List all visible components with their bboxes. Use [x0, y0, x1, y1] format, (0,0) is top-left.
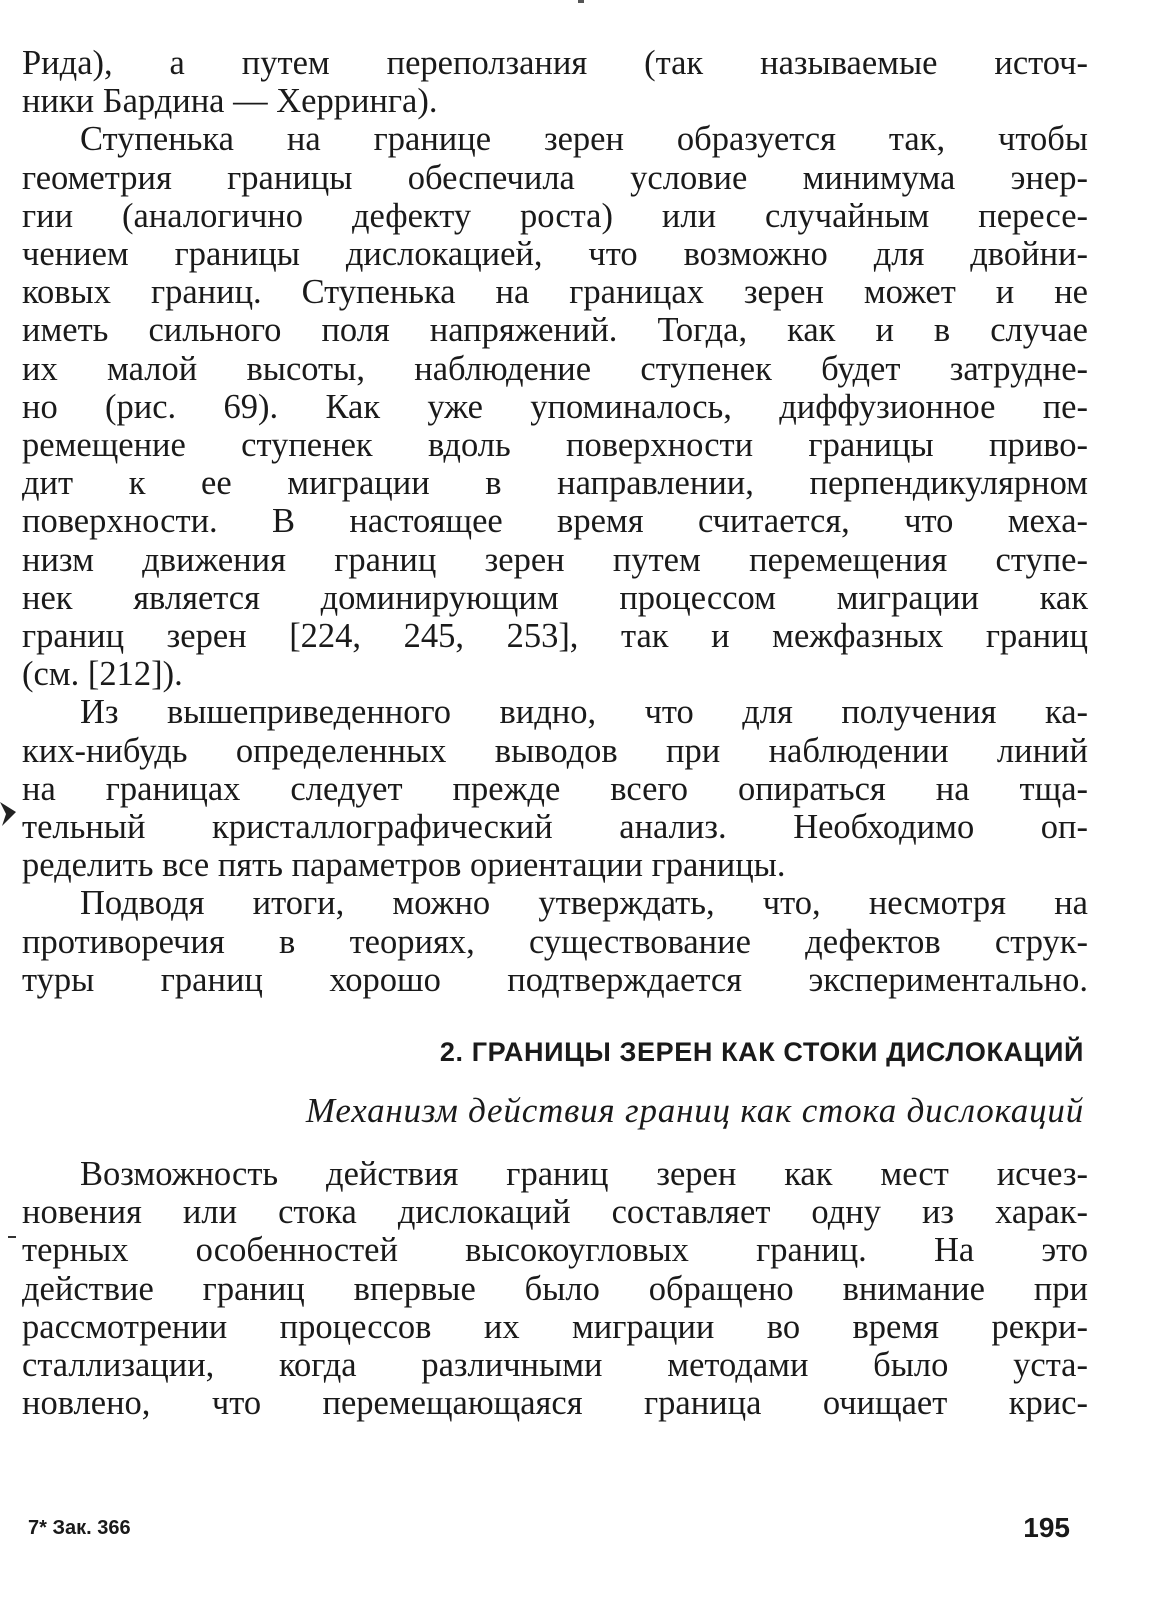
text-line: чением границы дислокацией, что возможно для двойни-: [22, 235, 1088, 274]
text-line: гии (аналогично дефекту роста) или случайным пересе-: [22, 196, 1088, 235]
text-line: действие границ впервые было обращено внимание при: [22, 1269, 1088, 1308]
text-line: рассмотрении процессов их миграции во время рекри-: [22, 1307, 1088, 1346]
text-line: иметь сильного поля напряжений. Тогда, как и в случае: [22, 311, 1088, 350]
text-line: поверхности. В настоящее время считается, что меха-: [22, 502, 1088, 541]
margin-arrow-mark: [0, 796, 18, 832]
text-line: ремещение ступенек вдоль поверхности границы приво-: [22, 426, 1088, 465]
paragraph: [22, 1155, 1088, 1422]
text-line: нек является доминирующим процессом миграции как: [22, 578, 1088, 617]
text-line: (см. [212]).: [22, 655, 183, 694]
text-line: Из вышеприведенного видно, что для получения ка-: [80, 693, 1088, 732]
text-line: низм движения границ зерен путем перемещения ступе-: [22, 540, 1088, 579]
section-subheading: Механизм действия границ как стока дислокаций: [305, 1091, 1084, 1131]
text-line: на границах следует прежде всего опираться на тща-: [22, 769, 1088, 808]
paragraph: [22, 884, 1088, 999]
text-line: ких-нибудь определенных выводов при наблюдении линий: [22, 731, 1088, 770]
text-line: геометрия границы обеспечила условие минимума энер-: [22, 158, 1088, 197]
printer-signature: 7* Зак. 366: [28, 1517, 131, 1539]
text-line: ределить все пять параметров ориентации границы.: [22, 846, 786, 885]
text-line: Рида), а путем переползания (так называемые источ-: [22, 44, 1088, 82]
paragraph: [22, 693, 1088, 884]
text-line: терных особенностей высокоугловых границ. На это: [22, 1231, 1088, 1270]
text-line: Ступенька на границе зерен образуется так, чтобы: [80, 120, 1088, 159]
section-heading: 2. ГРАНИЦЫ ЗЕРЕН КАК СТОКИ ДИСЛОКАЦИЙ: [439, 1037, 1084, 1068]
text-line: сталлизации, когда различными методами было уста-: [22, 1346, 1088, 1385]
scan-speck: [578, 0, 584, 3]
text-line: ковых границ. Ступенька на границах зерен может и не: [22, 273, 1088, 312]
paragraph: [22, 120, 1088, 693]
text-line: ники Бардина — Херринга).: [22, 82, 438, 121]
text-line: тельный кристаллографический анализ. Необходимо оп-: [22, 808, 1088, 847]
text-line: их малой высоты, наблюдение ступенек будет затрудне-: [22, 349, 1088, 388]
paragraph: [22, 44, 1088, 120]
text-line: Возможность действия границ зерен как мест исчез-: [80, 1155, 1088, 1194]
text-line: новения или стока дислокаций составляет одну из харак-: [22, 1193, 1088, 1232]
text-line: но (рис. 69). Как уже упоминалось, диффузионное пе-: [22, 387, 1088, 426]
text-line: дит к ее миграции в направлении, перпендикулярном: [22, 464, 1088, 503]
text-line: противоречия в теориях, существование дефектов струк-: [22, 922, 1088, 961]
page-number: 195: [1023, 1512, 1070, 1543]
margin-dash-mark: [8, 1236, 16, 1238]
text-line: новлено, что перемещающаяся граница очищает крис-: [22, 1384, 1088, 1423]
text-line: границ зерен [224, 245, 253], так и межфазных границ: [22, 617, 1088, 656]
page-body: [22, 44, 1088, 1423]
text-line: Подводя итоги, можно утверждать, что, несмотря на: [80, 884, 1088, 923]
text-line: туры границ хорошо подтверждается экспериментально.: [22, 960, 1088, 999]
